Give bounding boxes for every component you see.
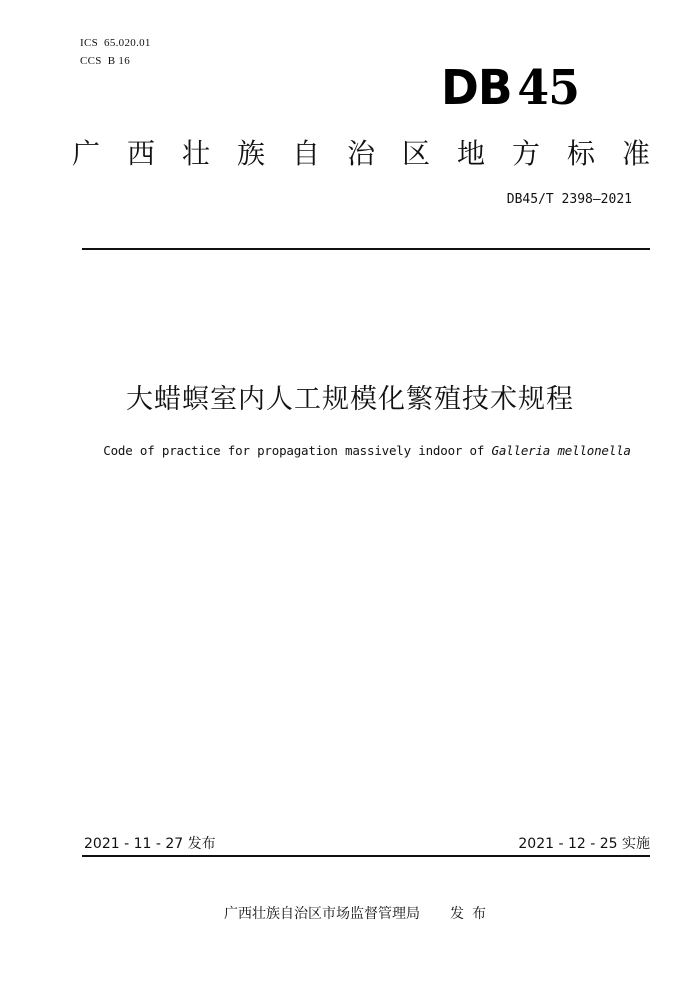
bottom-divider [82,855,650,857]
ics-code: 65.020.01 [104,37,151,49]
issuing-authority [0,904,700,924]
ics-label: ICS [80,37,99,49]
logo-letters: DB [441,60,512,116]
document-title-english [0,442,700,460]
issue-date: 2021 - 11 - 27 发布 [84,836,216,852]
implementation-date: 2021 - 12 - 25 实施 [518,836,650,852]
standard-type-heading: 广西壮族自治区地方标准 [72,137,678,170]
issuer-name: 广西壮族自治区市场监督管理局 [224,906,420,922]
ccs-row [80,52,151,70]
issuer-action: 发布 [450,906,494,922]
top-divider [82,248,650,250]
ics-row [80,34,151,52]
logo-number: 45 [517,60,579,116]
document-title-chinese: 大蜡螟室内人工规模化繁殖技术规程 [126,384,574,415]
db45-logo [441,62,579,114]
ccs-code: B 16 [107,55,130,67]
species-latin-name: Galleria mellonella [491,443,631,458]
ccs-label: CCS [80,55,102,67]
english-title-text: Code of practice for propagation massively indoor of [103,443,492,458]
classification-codes [80,34,151,70]
standard-number: DB45/T 2398—2021 [506,192,632,207]
